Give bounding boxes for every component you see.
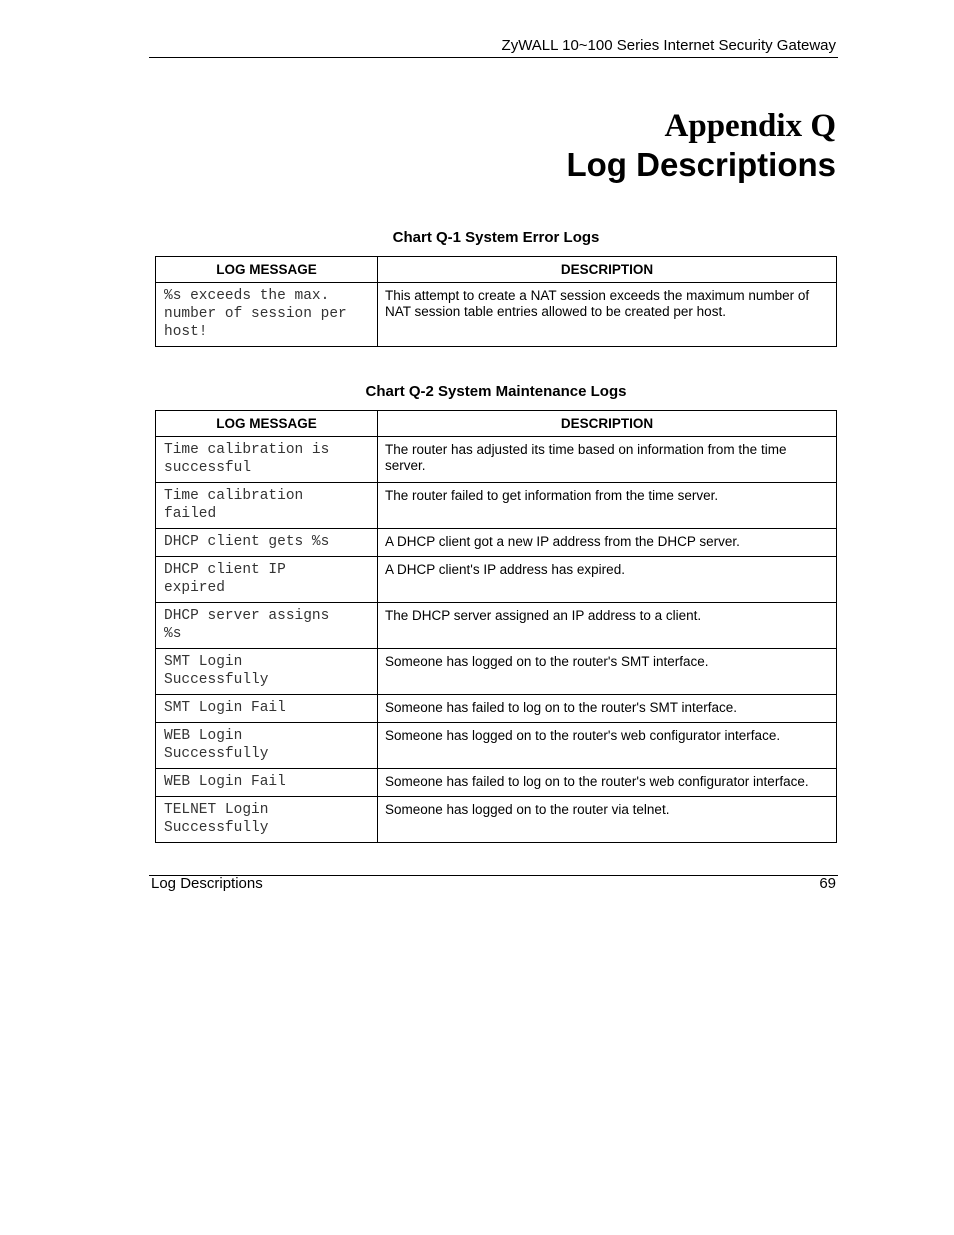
column-header-description: DESCRIPTION <box>378 411 837 437</box>
table-row <box>156 797 837 843</box>
chart-q2-caption: Chart Q-2 System Maintenance Logs <box>365 383 627 400</box>
system-error-logs-table <box>155 256 837 347</box>
table-row <box>156 769 837 797</box>
log-message-cell: WEB Login Successfully <box>156 723 378 769</box>
table-row <box>156 283 837 347</box>
description-cell: This attempt to create a NAT session exceeds the maximum number of NAT session table entries allowed to be created per host. <box>378 283 837 347</box>
table-row <box>156 695 837 723</box>
table-header-row <box>156 411 837 437</box>
log-message-cell: TELNET Login Successfully <box>156 797 378 843</box>
column-header-log-message: LOG MESSAGE <box>156 411 378 437</box>
description-cell: The router has adjusted its time based on information from the time server. <box>378 437 837 483</box>
appendix-label: Appendix Q <box>664 108 836 144</box>
description-cell: The router failed to get information from the time server. <box>378 483 837 529</box>
table-row <box>156 649 837 695</box>
table-row <box>156 437 837 483</box>
description-cell: Someone has failed to log on to the router's web configurator interface. <box>378 769 837 797</box>
running-header: ZyWALL 10~100 Series Internet Security Gateway <box>501 37 836 54</box>
system-maintenance-logs-table <box>155 410 837 843</box>
page-number: 69 <box>819 875 836 892</box>
table-row <box>156 529 837 557</box>
header-divider <box>149 57 838 58</box>
description-cell: The DHCP server assigned an IP address to a client. <box>378 603 837 649</box>
footer-section-title: Log Descriptions <box>151 875 263 892</box>
log-message-cell: DHCP client gets %s <box>156 529 378 557</box>
description-cell: Someone has logged on to the router's SMT interface. <box>378 649 837 695</box>
log-message-cell: DHCP server assigns %s <box>156 603 378 649</box>
chart-q1-caption: Chart Q-1 System Error Logs <box>392 229 600 246</box>
description-cell: A DHCP client's IP address has expired. <box>378 557 837 603</box>
log-message-cell: Time calibration failed <box>156 483 378 529</box>
log-message-cell: SMT Login Fail <box>156 695 378 723</box>
table-row <box>156 557 837 603</box>
log-message-cell: SMT Login Successfully <box>156 649 378 695</box>
column-header-log-message: LOG MESSAGE <box>156 257 378 283</box>
description-cell: Someone has logged on to the router via telnet. <box>378 797 837 843</box>
description-cell: Someone has logged on to the router's web configurator interface. <box>378 723 837 769</box>
page-title: Log Descriptions <box>566 146 836 183</box>
log-message-cell: DHCP client IP expired <box>156 557 378 603</box>
table-header-row <box>156 257 837 283</box>
table-row <box>156 483 837 529</box>
table-row <box>156 723 837 769</box>
table-row <box>156 603 837 649</box>
log-message-cell: Time calibration is successful <box>156 437 378 483</box>
column-header-description: DESCRIPTION <box>378 257 837 283</box>
log-message-cell: WEB Login Fail <box>156 769 378 797</box>
description-cell: A DHCP client got a new IP address from the DHCP server. <box>378 529 837 557</box>
description-cell: Someone has failed to log on to the router's SMT interface. <box>378 695 837 723</box>
log-message-cell: %s exceeds the max. number of session per host! <box>156 283 378 347</box>
